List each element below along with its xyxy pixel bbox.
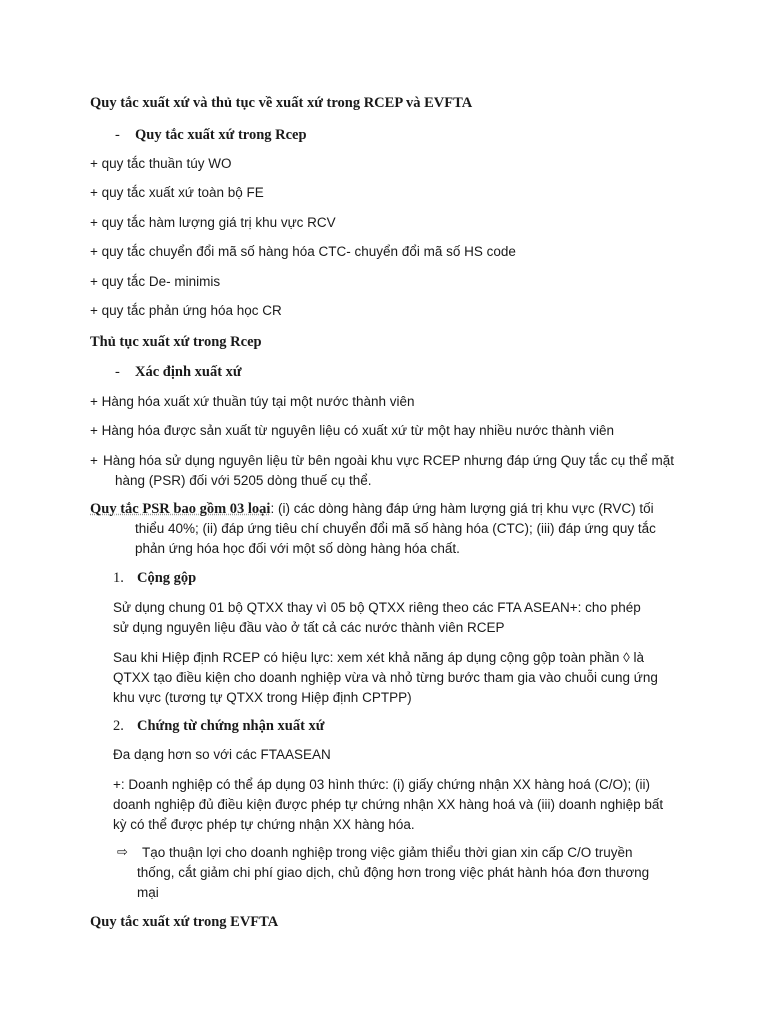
arrow-item-text: mại (137, 885, 159, 900)
plus-marker: + (90, 453, 98, 468)
chung-tu-heading-row (113, 716, 672, 736)
right-arrow-icon: ⇨ (117, 845, 128, 860)
cong-gop-text: Sau khi Hiệp định RCEP có hiệu lực: xem xét khả năng áp dụng cộng gộp toàn phần ◊ là (113, 650, 645, 665)
arrow-item-text: thống, cắt giảm chi phí giao dịch, chủ động hơn trong việc phát hành hóa đơn thương (137, 865, 650, 880)
cong-gop-text: Sử dụng chung 01 bộ QTXX thay vì 05 bộ QTXX riêng theo các FTA ASEAN+: cho phép (113, 600, 641, 615)
list-item: + Hàng hóa xuất xứ thuần túy tại một nước thành viên (90, 394, 415, 409)
chung-tu-text: Đa dạng hơn so với các FTAASEAN (113, 747, 331, 762)
list-item-text: hàng (PSR) đối với 5205 dòng thuế cụ thể. (115, 473, 372, 488)
chung-tu-heading: Chứng từ chứng nhận xuất xứ (137, 718, 325, 734)
psr-text: : (i) các dòng hàng đáp ứng hàm lượng giá trị khu vực (RVC) tối (270, 501, 654, 516)
list-item: + quy tắc chuyển đổi mã số hàng hóa CTC- chuyển đổi mã số HS code (90, 244, 516, 259)
document-title: Quy tắc xuất xứ và thủ tục về xuất xứ trong RCEP và EVFTA (90, 95, 473, 111)
list-item: + quy tắc thuần túy WO (90, 156, 232, 171)
origin-determination-heading: Xác định xuất xứ (135, 364, 242, 380)
rcep-rules-heading: Quy tắc xuất xứ trong Rcep (135, 127, 307, 143)
arrow-item-text: Tạo thuận lợi cho doanh nghiệp trong việc giảm thiểu thời gian xin cấp C/O truyền (142, 845, 633, 860)
psr-text: phản ứng hóa học đối với một số dòng hàng hóa chất. (135, 541, 460, 556)
chung-tu-text: +: Doanh nghiệp có thể áp dụng 03 hình thức: (i) giấy chứng nhận XX hàng hoá (C/O); (ii) (113, 777, 651, 792)
origin-determination-row (90, 362, 672, 382)
cong-gop-text: khu vực (tương tự QTXX trong Hiệp định CPTPP) (113, 690, 412, 705)
psr-text: thiểu 40%; (ii) đáp ứng tiêu chí chuyển đổi mã số hàng hóa (CTC); (iii) đáp ứng quy tắc (135, 521, 656, 536)
section-number: 1. (113, 570, 124, 586)
list-item: + quy tắc hàm lượng giá trị khu vực RCV (90, 215, 336, 230)
cong-gop-text: QTXX tạo điều kiện cho doanh nghiệp vừa và nhỏ từng bước tham gia vào chuỗi cung ứng (113, 670, 658, 685)
list-item: + quy tắc phản ứng hóa học CR (90, 303, 282, 318)
list-item (90, 451, 675, 493)
list-item: + Hàng hóa được sản xuất từ nguyên liệu có xuất xứ từ một hay nhiều nước thành viên (90, 423, 615, 438)
chung-tu-text: kỳ có thể được phép tự chứng nhận XX hàng hóa. (113, 817, 415, 832)
psr-label: Quy tắc PSR bao gồm 03 loại (90, 501, 271, 517)
chung-tu-text: doanh nghiệp đủ điều kiện được phép tự chứng nhận XX hàng hoá và (iii) doanh nghiệp bất (113, 797, 664, 812)
list-item: + quy tắc De- minimis (90, 274, 221, 289)
rcep-rules-heading-row (90, 125, 672, 145)
list-item-text: Hàng hóa sử dụng nguyên liệu từ bên ngoài khu vực RCEP nhưng đáp ứng Quy tắc cụ thể mặt (103, 453, 675, 468)
cong-gop-heading: Cộng gộp (137, 570, 197, 586)
list-item: + quy tắc xuất xứ toàn bộ FE (90, 185, 264, 200)
psr-paragraph (90, 499, 672, 519)
rcep-procedure-heading: Thủ tục xuất xứ trong Rcep (90, 334, 262, 350)
dash-bullet: - (115, 127, 120, 143)
cong-gop-text: sử dụng nguyên liệu đầu vào ở tất cả các nước thành viên RCEP (113, 620, 505, 635)
arrow-bullet-item (117, 843, 672, 905)
dash-bullet: - (115, 364, 120, 380)
evfta-heading: Quy tắc xuất xứ trong EVFTA (90, 914, 279, 930)
section-number: 2. (113, 718, 124, 734)
cong-gop-heading-row (113, 568, 672, 588)
